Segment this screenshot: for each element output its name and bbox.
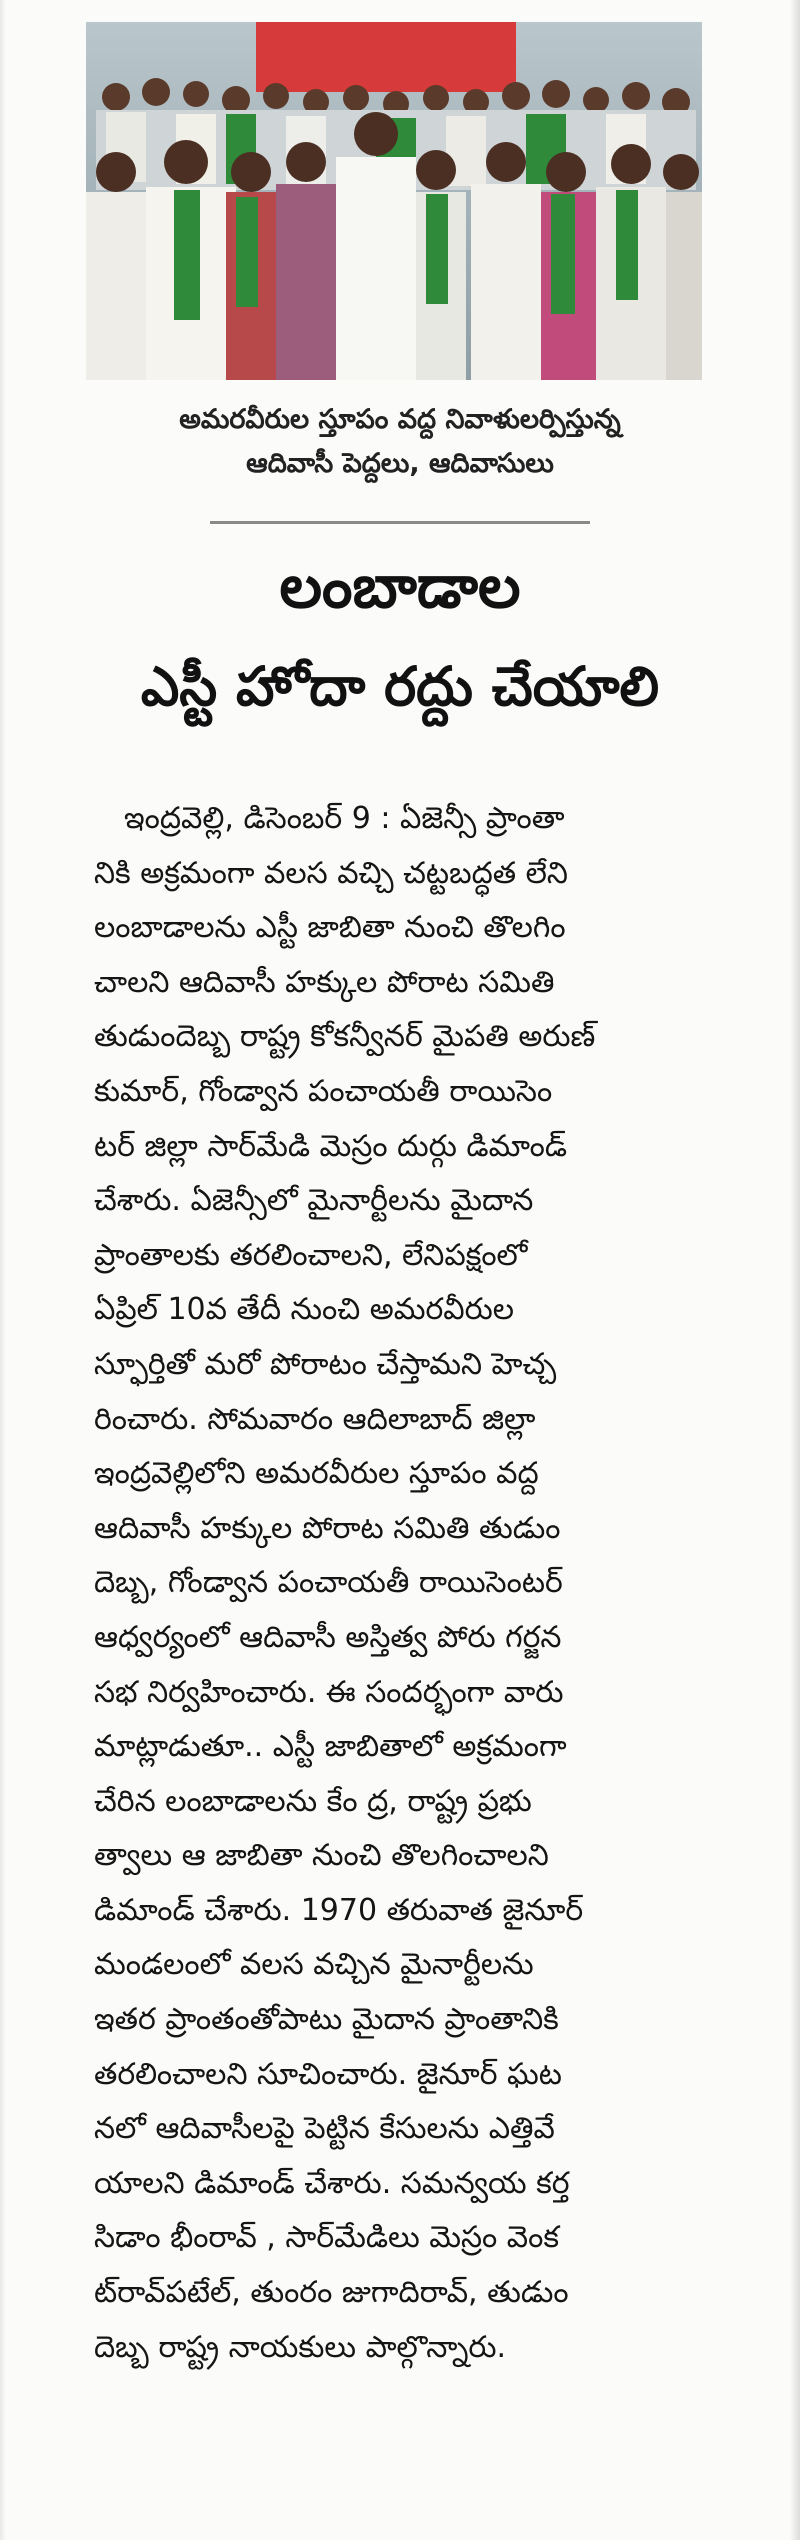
article-line: చేశారు. ఏజెన్సీలో మైనార్టీలను మైదాన [94, 1183, 534, 1219]
article-line: ప్రాంతాలకు తరలించాలని, లేనిపక్షంలో [94, 1237, 528, 1273]
caption-line-1: అమరవీరుల స్తూపం వద్ద నివాళులర్పిస్తున్న [179, 404, 621, 435]
article-line: త్వాలు ఆ జాబితా నుంచి తొలగించాలని [94, 1838, 549, 1874]
caption-divider [210, 521, 590, 524]
article-body [94, 792, 714, 2375]
headline-line-2: ఎస్టీ హోదా రద్దు చేయాలి [140, 655, 660, 718]
article-line: తుడుందెబ్బ రాష్ట్ర కోకన్వీనర్ మైపతి అరుణ్ [94, 1019, 596, 1055]
article-line: నలో ఆదివాసీలపై పెట్టిన కేసులను ఎత్తివే [94, 2111, 555, 2147]
red-banner-backdrop [256, 22, 516, 92]
article-line: దెబ్బ రాష్ట్ర నాయకులు పాల్గొన్నారు. [94, 2329, 507, 2365]
article-line: ఏప్రిల్ 10వ తేదీ నుంచి అమరవీరుల [94, 1292, 515, 1328]
article-line: సభ నిర్వహించారు. ఈ సందర్భంగా వారు [94, 1674, 564, 1710]
article-line: రించారు. సోమవారం ఆదిలాబాద్ జిల్లా [94, 1401, 536, 1437]
article-line: ట్‌రావ్‌పటేల్, తుంరం జుగాదిరావ్, తుడుం [94, 2275, 569, 2311]
news-photo [86, 22, 702, 380]
article-line: ఆధ్వర్యంలో ఆదివాసీ అస్తిత్వ పోరు గర్జన [94, 1619, 562, 1655]
article-line: సిడాం భీంరావ్ , సార్‌మేడిలు మెస్రం వెంక [94, 2220, 559, 2256]
article-line: యాలని డిమాండ్ చేశారు. సమన్వయ కర్త [94, 2165, 570, 2201]
article-line: స్ఫూర్తితో మరో పోరాటం చేస్తామని హెచ్చ [94, 1346, 557, 1382]
caption-line-2: ఆదివాసీ పెద్దలు, ఆదివాసులు [246, 448, 554, 479]
headline [40, 545, 760, 727]
article-line: చేరిన లంబాడాలను కేం ద్ర, రాష్ట్ర ప్రభు [94, 1783, 532, 1819]
article-line: దెబ్బ, గోండ్వాన పంచాయతీ రాయిసెంటర్ [94, 1565, 563, 1601]
photo-caption [60, 398, 740, 486]
article-line: కుమార్, గోండ్వాన పంచాయతీ రాయిసెం [94, 1073, 553, 1109]
article-line: ఇంద్రవెల్లిలోని అమరవీరుల స్తూపం వద్ద [94, 1456, 539, 1492]
headline-line-1: లంబాడాల [279, 552, 521, 622]
article-line: తరలించాలని సూచించారు. జైనూర్ ఘట [94, 2056, 562, 2092]
article-line: నికి అక్రమంగా వలస వచ్చి చట్టబద్ధత లేని [94, 855, 568, 891]
crowd-photo-illustration [86, 22, 702, 380]
article-line: మాట్లాడుతూ.. ఎస్టీ జాబితాలో అక్రమంగా [94, 1729, 567, 1765]
article-line: ఇంద్రవెల్లి, డిసెంబర్ 9 : ఏజెన్సీ ప్రాంతా [124, 801, 565, 836]
article-line: టర్ జిల్లా సార్‌మేడి మెస్రం దుర్గు డిమాండ్ [94, 1128, 568, 1164]
article-line: ఇతర ప్రాంతంతోపాటు మైదాన ప్రాంతానికి [94, 2002, 559, 2038]
article-line: లంబాడాలను ఎస్టీ జాబితా నుంచి తొలగిం [94, 910, 566, 946]
article-line: ఆదివాసీ హక్కుల పోరాట సమితి తుడుం [94, 1510, 561, 1546]
scan-edge-right [790, 0, 800, 2540]
article-line: చాలని ఆదివాసీ హక్కుల పోరాట సమితి [94, 964, 555, 1000]
article-line: డిమాండ్ చేశారు. 1970 తరువాత జైనూర్ [94, 1892, 584, 1928]
article-line: మండలంలో వలస వచ్చిన మైనార్టీలను [94, 1947, 534, 1983]
scan-edge-left [0, 0, 6, 2540]
